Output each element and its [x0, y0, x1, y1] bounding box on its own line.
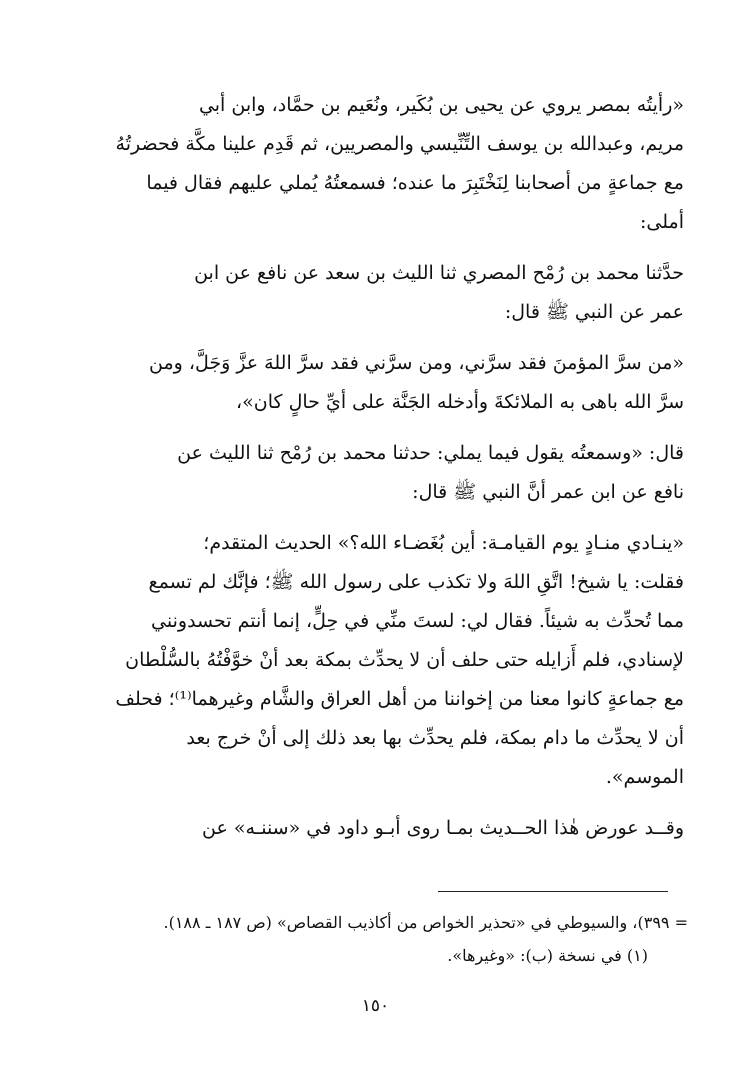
footnote-1: (١) في نسخة (ب): «وغيرها».: [447, 946, 648, 965]
footnote-divider: [438, 891, 668, 892]
paragraph-hadith-quote: [72, 344, 684, 422]
footnotes: [72, 906, 688, 972]
text-line: سرَّ الله باهى به الملائكةَ وأدخله الجَنَّة على أيِّ حالٍ كان»،: [236, 391, 684, 413]
text-line: قال: «وسمعتُه يقول فيما يملي: حدثنا محمد بن رُمْح ثنا الليث عن: [177, 442, 684, 464]
text-line: مريم، وعبدالله بن يوسف التِّنِّيسي والمصريين، ثم قَدِم علينا مكَّة فحضرتُهُ: [115, 133, 684, 155]
text-line: فقلت: يا شيخ! اتَّقِ اللهَ ولا تكذب على رسول الله ﷺ؛ فإنَّك لم تسمع: [148, 571, 684, 593]
paragraph-second-isnad: [72, 434, 684, 512]
text-line: لإسنادي، فلم أَزايله حتى حلف أن لا يحدِّث بمكة بعد أنْ خوَّفْتُهُ بالسُّلْطان: [125, 649, 684, 671]
text-line: مع جماعةٍ كانوا معنا من إخواننا من أهل العراق والشَّام وغيرهما⁽¹⁾؛ فحلف: [115, 688, 684, 710]
text-line: نافع عن ابن عمر أنَّ النبي ﷺ قال:: [412, 481, 684, 503]
page-number: ١٥٠: [361, 996, 390, 1016]
text-line: مما تُحدِّث به شيئاً. فقال لي: لستَ منِّي في حِلٍّ، إنما أنتم تحسدونني: [151, 610, 684, 632]
paragraph-continuation: [72, 809, 684, 848]
text-line: حدَّثنا محمد بن رُمْح المصري ثنا الليث بن سعد عن نافع عن ابن: [194, 262, 684, 284]
text-line: «من سرَّ المؤمنَ فقد سرَّني، ومن سرَّني فقد سرَّ اللهَ عزَّ وَجَلَّ، ومن: [148, 352, 684, 374]
text-line: الموسم».: [605, 766, 684, 788]
text-line: وقــد عورض هٰذا الحــديث بمـا روى أبـو داود في «سننـه» عن: [202, 817, 684, 839]
text-line: أن لا يحدِّث ما دام بمكة، فلم يحدِّث بها بعد ذلك إلى أنْ خرج بعد: [186, 727, 684, 749]
text-line: «رأيتُه بمصر يروي عن يحيى بن بُكَير، ونُعَيم بن حمَّاد، وابن أبي: [198, 94, 684, 116]
paragraph-account: [72, 524, 684, 797]
paragraph-isnad: [72, 254, 684, 332]
footnote-continuation: = ٣٩٩)، والسيوطي في «تحذير الخواص من أكاذيب القصاص» (ص ١٨٧ ـ ١٨٨).: [163, 913, 688, 932]
text-line: مع جماعةٍ من أصحابنا لِنَخْتَبِرَ ما عنده؛ فسمعتُهُ يُملي عليهم فقال فيما: [146, 172, 684, 194]
main-text: [72, 86, 684, 860]
text-line: أملى:: [640, 211, 684, 233]
paragraph-narration: [72, 86, 684, 242]
text-line: «ينـادي منـادٍ يوم القيامـة: أين بُغَضـاء الله؟» الحديث المتقدم؛: [203, 532, 684, 554]
text-line: عمر عن النبي ﷺ قال:: [504, 301, 684, 323]
